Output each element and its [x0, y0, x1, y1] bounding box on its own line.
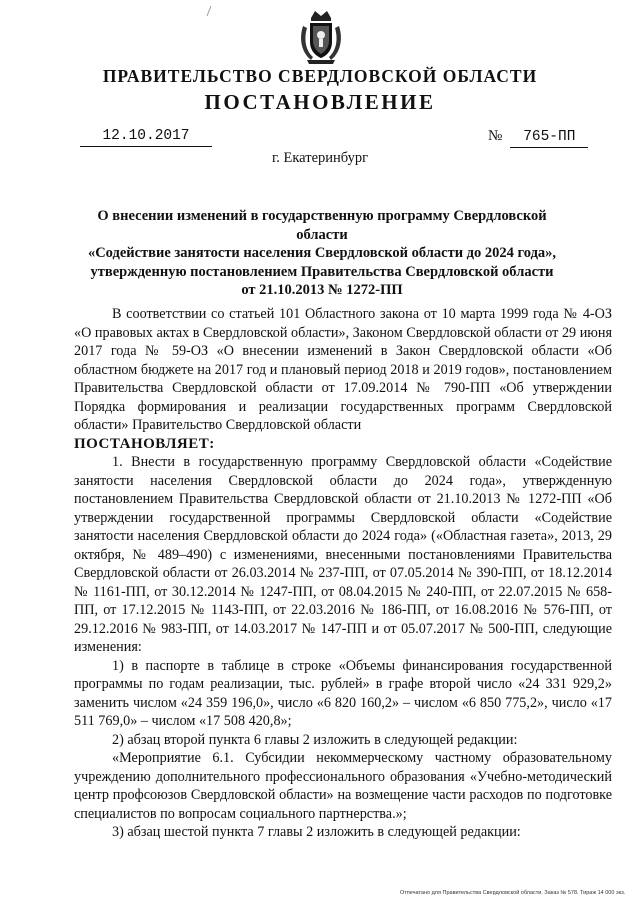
document-date: 12.10.2017 — [80, 128, 212, 147]
title-line: от 21.10.2013 № 1272-ПП — [241, 282, 403, 299]
print-note: Отпечатано для Правительства Свердловской области. Заказ № 578. Тираж 14 000 экз. — [400, 890, 626, 896]
city: г. Екатеринбург — [271, 150, 369, 166]
government-name: ПРАВИТЕЛЬСТВО СВЕРДЛОВСКОЙ ОБЛАСТИ — [102, 66, 538, 86]
document-title — [72, 207, 572, 300]
document-type: ПОСТАНОВЛЕНИЕ — [204, 90, 436, 114]
subitem-3-paragraph: 3) абзац шестой пункта 7 главы 2 изложить в следующей редакции: — [112, 824, 521, 840]
document-number: 765-ПП — [510, 129, 588, 148]
resolves-heading: ПОСТАНОВЛЯЕТ: — [74, 435, 215, 452]
item-1-paragraph: 1. Внести в государственную программу Свердловской области «Содействие занятости населения Свердловской области до 2024 года», утвержденную постановлением Правительства Свердловской области от 21.10.2013 № 1272-ПП «Об утверждении государственной программы Свердловской области «Содействие занятости населения Свердловской области до 2024 года» («Областная газета», 2013, 29 октября, № 489–490) с изменениями, внесенными постановлениями Правительства Свердловской области от 26.03.2014 № 237-ПП, от 07.05.2014 № 390-ПП, от 18.12.2014 № 1161-ПП, от 30.12.2014 № 1247-ПП, от 08.04.2015 № 240-ПП, от 22.07.2015 № 658-ПП, от 17.12.2015 № 1143-ПП, от 22.03.2016 № 186-ПП, от 16.08.2016 № 576-ПП, от 29.12.2016 № 983-ПП, от 14.03.2017 № 147-ПП и от 05.07.2017 № 500-ПП, следующие изменения: — [74, 454, 612, 655]
document-body — [74, 305, 612, 842]
scan-mark — [206, 6, 212, 16]
title-line: О внесении изменений в государственную программу Свердловской области — [97, 208, 547, 243]
title-line: утвержденную постановлением Правительства Свердловской области — [90, 263, 554, 280]
title-line: «Содействие занятости населения Свердловской области до 2024 года», — [87, 245, 557, 262]
document-number-block — [488, 128, 588, 148]
number-sign: № — [488, 128, 503, 144]
coat-of-arms-icon — [297, 8, 345, 66]
subitem-1-paragraph: 1) в паспорте в таблице в строке «Объемы финансирования государственной программы по годам реализации, тыс. рублей» в графе второй число «24 331 929,2» заменить числом «24 359 196,0», число «6 820 160,2» – числом «6 850 775,2», число «17 511 769,0» – числом «17 508 420,8»; — [74, 657, 612, 729]
preamble-paragraph: В соответствии со статьей 101 Областного закона от 10 марта 1999 года № 4-ОЗ «О правовых актах в Свердловской области», Законом Свердловской области от 29 июня 2017 года № 59-ОЗ «О внесении изменений в Закон Свердловской области «Об областном бюджете на 2017 год и плановый период 2018 и 2019 годов», постановлением Правительства Свердловской области от 17.09.2014 № 790-ПП «Об утверждении Порядка формирования и реализации государственных программ Свердловской области» Правительство Свердловской области — [74, 306, 612, 433]
subitem-2-paragraph: 2) абзац второй пункта 6 главы 2 изложить в следующей редакции: — [112, 731, 518, 748]
quote-paragraph: «Мероприятие 6.1. Субсидии некоммерческому частному образовательному учреждению дополнительного профессионального образования «Учебно-методический центр профсоюзов Свердловской области» на возмещение части расходов по подготовке специалистов по вопросам социального партнерства.»; — [74, 750, 612, 822]
